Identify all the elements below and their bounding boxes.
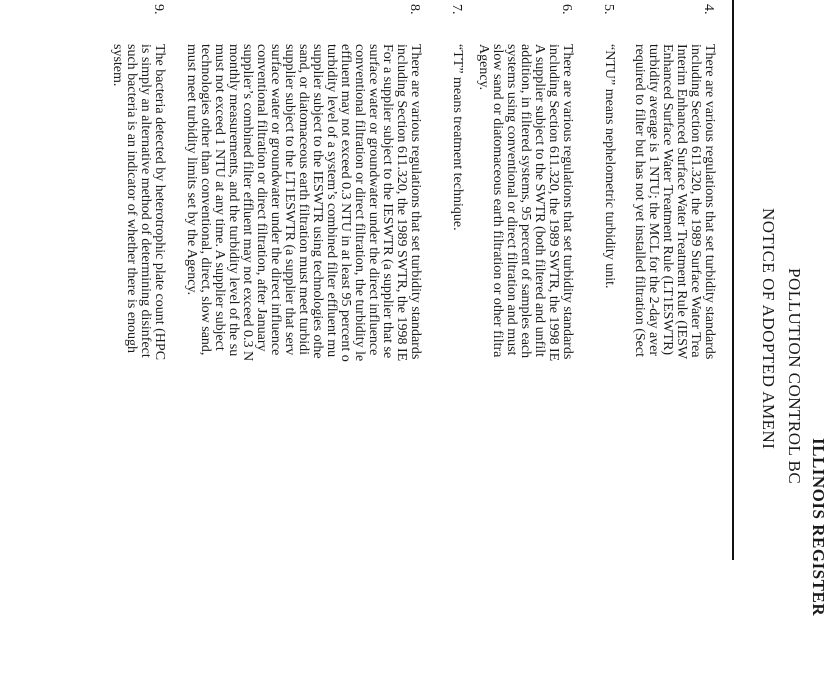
board-title: POLLUTION CONTROL BC bbox=[785, 268, 804, 485]
item-text: The bacteria detected by heterotrophic plate count (HPC is simply an alternative method of determining disinfect such bacteria is an indicator of whether there is enough system. bbox=[110, 44, 167, 361]
notice-title: NOTICE OF ADOPTED AMENI bbox=[759, 208, 778, 450]
register-title: ILLINOIS REGISTER bbox=[809, 438, 828, 617]
item-number: 5. bbox=[601, 4, 616, 15]
rotated-document bbox=[80, 0, 828, 618]
header-rule bbox=[732, 0, 734, 560]
item-text: “TT” means treatment technique. bbox=[450, 44, 465, 231]
item-number: 8. bbox=[407, 4, 422, 15]
item-number: 4. bbox=[701, 4, 716, 15]
item-number: 6. bbox=[559, 4, 574, 15]
item-text: There are various regulations that set turbidity standards including Section 611.320, the 1989 SWTR, the 1998 IE For a supplier subject to the IESWTR (a supplier that se surface water or groundwater under the direct influence conventional filtration or direct filtration, the turbidity le effluent may not exceed 0.3 NTU in at least 95 percent o turbidity level of a system’s combined filter effluent mu supplier subject to the IESWTR using technologies othe sand, or diatomaceous earth filtration must meet turbidi supplier subject to the LT1ESWTR (a supplier that serv surface water or groundwater under the direct influence conventional filtration or direct filtration, after January supplier’s combined filter effluent may not exceed 0.3 N monthly measurements, and the turbidity level of the su must not exceed 1 NTU at any time. A supplier subject technologies other than conventional, direct, slow sand, must meet turbidity limits set by the Agency. bbox=[184, 44, 423, 362]
item-text: “NTU” means nephelometric turbidity unit. bbox=[602, 44, 617, 289]
item-text: There are various regulations that set turbidity standards including Section 611.320, the 1989 Surface Water Trea Interim Enhanced Surface Water Treatment Rule (IESW Enhanced Surface Water Treatment Rule (LT1ESWTR) turbidity average is 1 NTU; the MCL for the 2-day aver required to filter but has not yet installed filtration (Sect bbox=[632, 44, 717, 360]
item-number: 9. bbox=[151, 4, 166, 15]
item-text: There are various regulations that set turbidity standards including Section 611.320, the 1989 SWTR, the 1998 IE A supplier subject to the SWTR (both filtered and unfilt addition, in filtered systems, 95 percent of samples each systems using conventional or direct filtration and must slow sand or diatomaceous earth filtration or other filtra Agency. bbox=[476, 44, 575, 362]
item-number: 7. bbox=[449, 4, 464, 15]
